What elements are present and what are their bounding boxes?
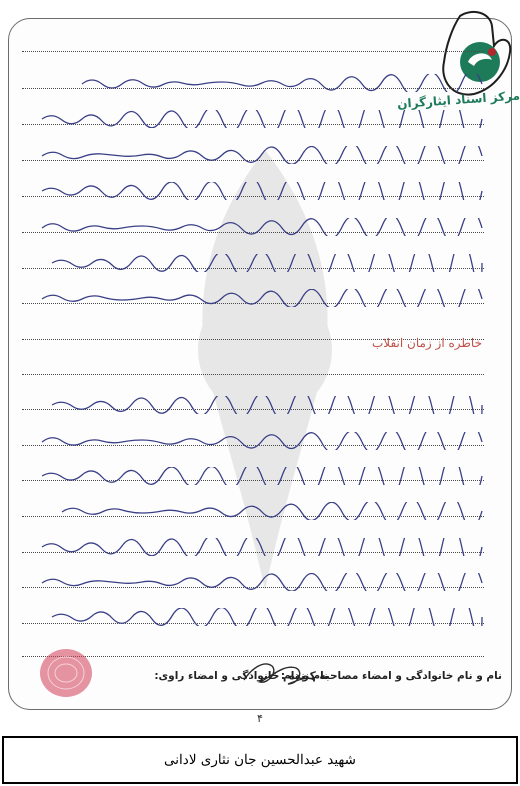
handwritten-line: [20, 571, 490, 595]
emblem-watermark-icon: [150, 140, 380, 600]
interviewer-label: نام و نام خانوادگی و امضاء مصاحبه کننده :: [280, 670, 502, 682]
handwritten-line: [20, 180, 490, 204]
page-number: ۴: [257, 712, 263, 725]
handwritten-line: [20, 72, 490, 96]
footer-labels: [14, 664, 506, 690]
narrator-label: نام و نام خانوادگی و امضاء راوی:: [154, 670, 328, 682]
logo-text: مرکز اسناد ایثارگران: [396, 88, 520, 112]
handwritten-line: [20, 500, 490, 524]
handwritten-line: [20, 287, 490, 311]
ruled-line: [22, 51, 484, 52]
caption-text: شهید عبدالحسین جان نثاری لادانی: [164, 752, 356, 768]
handwritten-line: [20, 606, 490, 630]
section-heading: خاطره از زمان انقلاب: [372, 336, 482, 350]
caption-box: [2, 736, 518, 784]
handwritten-line: [20, 465, 490, 489]
handwritten-line: [20, 216, 490, 240]
ruled-line: [22, 374, 484, 375]
handwritten-line: [20, 430, 490, 454]
handwritten-line: [20, 394, 490, 418]
handwritten-line: [20, 144, 490, 168]
handwritten-line: [20, 536, 490, 560]
handwritten-line: [20, 108, 490, 132]
handwritten-line: [20, 252, 490, 276]
